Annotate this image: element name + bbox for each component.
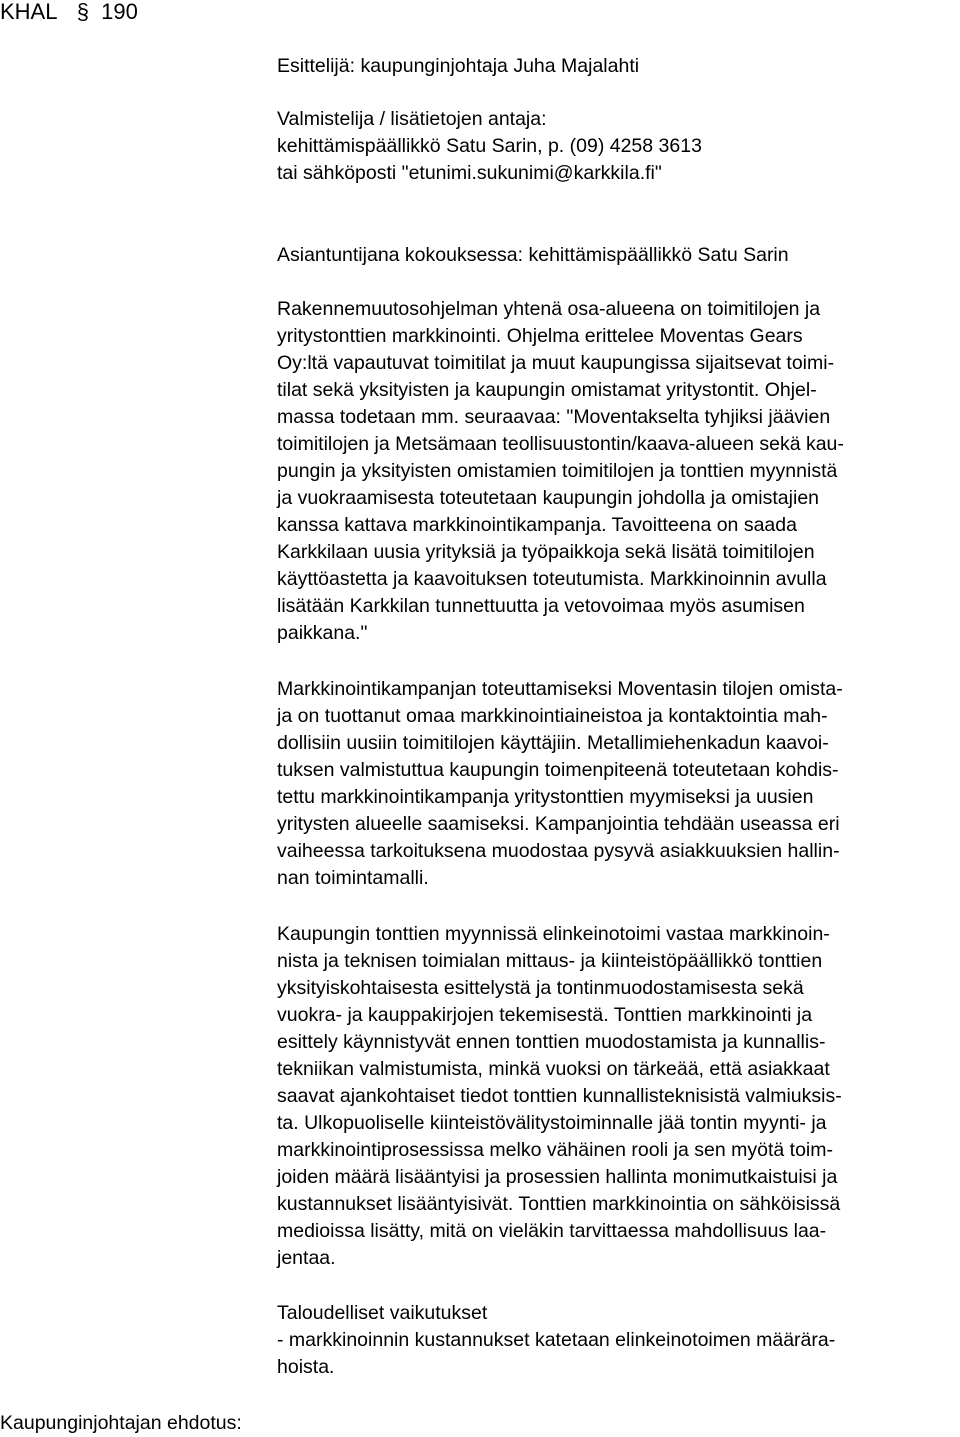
org-code: KHAL [0, 0, 57, 24]
paragraph-line: kanssa kattava markkinointikampanja. Tavoitteena on saada [277, 514, 797, 536]
paragraph-line: - markkinoinnin kustannukset katetaan elinkeinotoimen määrära- [277, 1329, 836, 1351]
paragraph-line: käyttöastetta ja kaavoituksen toteutumista. Markkinoinnin avulla [277, 568, 827, 590]
mayor-proposal-label: Kaupunginjohtajan ehdotus: [0, 1412, 242, 1434]
preparer-email: tai sähköposti "etunimi.sukunimi@karkkila.fi" [277, 162, 662, 184]
paragraph-line: toimitilojen ja Metsämaan teollisuustontin/kaava-alueen sekä kau- [277, 433, 844, 455]
paragraph-line: tuksen valmistuttua kaupungin toimenpiteenä toteutetaan kohdis- [277, 759, 839, 781]
paragraph-line: vuokra- ja kauppakirjojen tekemisestä. Tonttien markkinointi ja [277, 1004, 813, 1026]
paragraph-line: nista ja teknisen toimialan mittaus- ja kiinteistöpäällikkö tonttien [277, 950, 823, 972]
paragraph-line: ja on tuottanut omaa markkinointiaineistoa ja kontaktointia mah- [277, 705, 828, 727]
preparer-block [277, 106, 947, 187]
paragraph-line: Kaupungin tonttien myynnissä elinkeinotoimi vastaa markkinoin- [277, 923, 830, 945]
preparer-name-phone: kehittämispäällikkö Satu Sarin, p. (09) 4258 3613 [277, 135, 702, 157]
paragraph-line: nan toimintamalli. [277, 867, 429, 889]
paragraph-line: kustannukset lisääntyisivät. Tonttien markkinointia on sähköisissä [277, 1193, 841, 1215]
paragraph-line: joiden määrä lisääntyisi ja prosessien hallinta monimutkaistuisi ja [277, 1166, 838, 1188]
paragraph-line: pungin ja yksityisten omistamien toimitilojen ja tonttien myynnistä [277, 460, 838, 482]
document-header [0, 0, 138, 25]
paragraph-line: esittely käynnistyvät ennen tonttien muodostamista ja kunnallis- [277, 1031, 826, 1053]
paragraph-line: Rakennemuutosohjelman yhtenä osa-alueena on toimitilojen ja [277, 298, 821, 320]
paragraph-line: paikkana." [277, 622, 368, 644]
presenter-text: Esittelijä: kaupunginjohtaja Juha Majalahti [277, 55, 640, 77]
paragraph-2 [277, 676, 947, 892]
paragraph-line: ta. Ulkopuoliselle kiinteistövälitystoiminnalle jää tontin myynti- ja [277, 1112, 827, 1134]
paragraph-line: Karkkilaan uusia yrityksiä ja työpaikkoja sekä lisätä toimitilojen [277, 541, 815, 563]
paragraph-line: yritystonttien markkinointi. Ohjelma erittelee Moventas Gears [277, 325, 803, 347]
paragraph-line: hoista. [277, 1356, 335, 1378]
paragraph-line: tekniikan valmistumista, minkä vuoksi on tärkeää, että asiakkaat [277, 1058, 830, 1080]
financial-effects-heading: Taloudelliset vaikutukset [277, 1302, 488, 1324]
paragraph-line: yritysten alueelle saamiseksi. Kampanjointia tehdään useassa eri [277, 813, 840, 835]
paragraph-line: massa todetaan mm. seuraavaa: "Moventakselta tyhjiksi jäävien [277, 406, 831, 428]
paragraph-line: vaiheessa tarkoituksena muodostaa pysyvä asiakkuuksien hallin- [277, 840, 840, 862]
paragraph-line: Markkinointikampanjan toteuttamiseksi Moventasin tilojen omista- [277, 678, 843, 700]
paragraph-line: Oy:ltä vapautuvat toimitilat ja muut kaupungissa sijaitsevat toimi- [277, 352, 835, 374]
section-sign: § [76, 0, 90, 24]
paragraph-line: ja vuokraamisesta toteutetaan kaupungin johdolla ja omistajien [277, 487, 820, 509]
paragraph-line: tettu markkinointikampanja yritystonttien myymiseksi ja uusien [277, 786, 814, 808]
paragraph-line: lisätään Karkkilan tunnettuutta ja vetovoimaa myös asumisen [277, 595, 805, 617]
preparer-label: Valmistelija / lisätietojen antaja: [277, 108, 547, 130]
presenter-line [277, 53, 947, 80]
paragraph-line: tilat sekä yksityisten ja kaupungin omistamat yritystontit. Ohjel- [277, 379, 817, 401]
paragraph-line: markkinointiprosessissa melko vähäinen rooli ja sen myötä toim- [277, 1139, 833, 1161]
paragraph-line: dollisiin uusiin toimitilojen käyttäjiin. Metallimiehenkadun kaavoi- [277, 732, 829, 754]
expert-text: Asiantuntijana kokouksessa: kehittämispäällikkö Satu Sarin [277, 244, 789, 266]
section-number: 190 [101, 0, 138, 24]
paragraph-line: medioissa lisätty, mitä on vieläkin tarvittaessa mahdollisuus laa- [277, 1220, 827, 1242]
paragraph-3 [277, 921, 947, 1272]
expert-line [277, 242, 947, 269]
paragraph-1 [277, 296, 947, 647]
paragraph-line: yksityiskohtaisesta esittelystä ja tontinmuodostamisesta sekä [277, 977, 804, 999]
paragraph-line: jentaa. [277, 1247, 336, 1269]
financial-effects [277, 1300, 947, 1381]
paragraph-line: saavat ajankohtaiset tiedot tonttien kunnallisteknisistä valmiuksis- [277, 1085, 842, 1107]
